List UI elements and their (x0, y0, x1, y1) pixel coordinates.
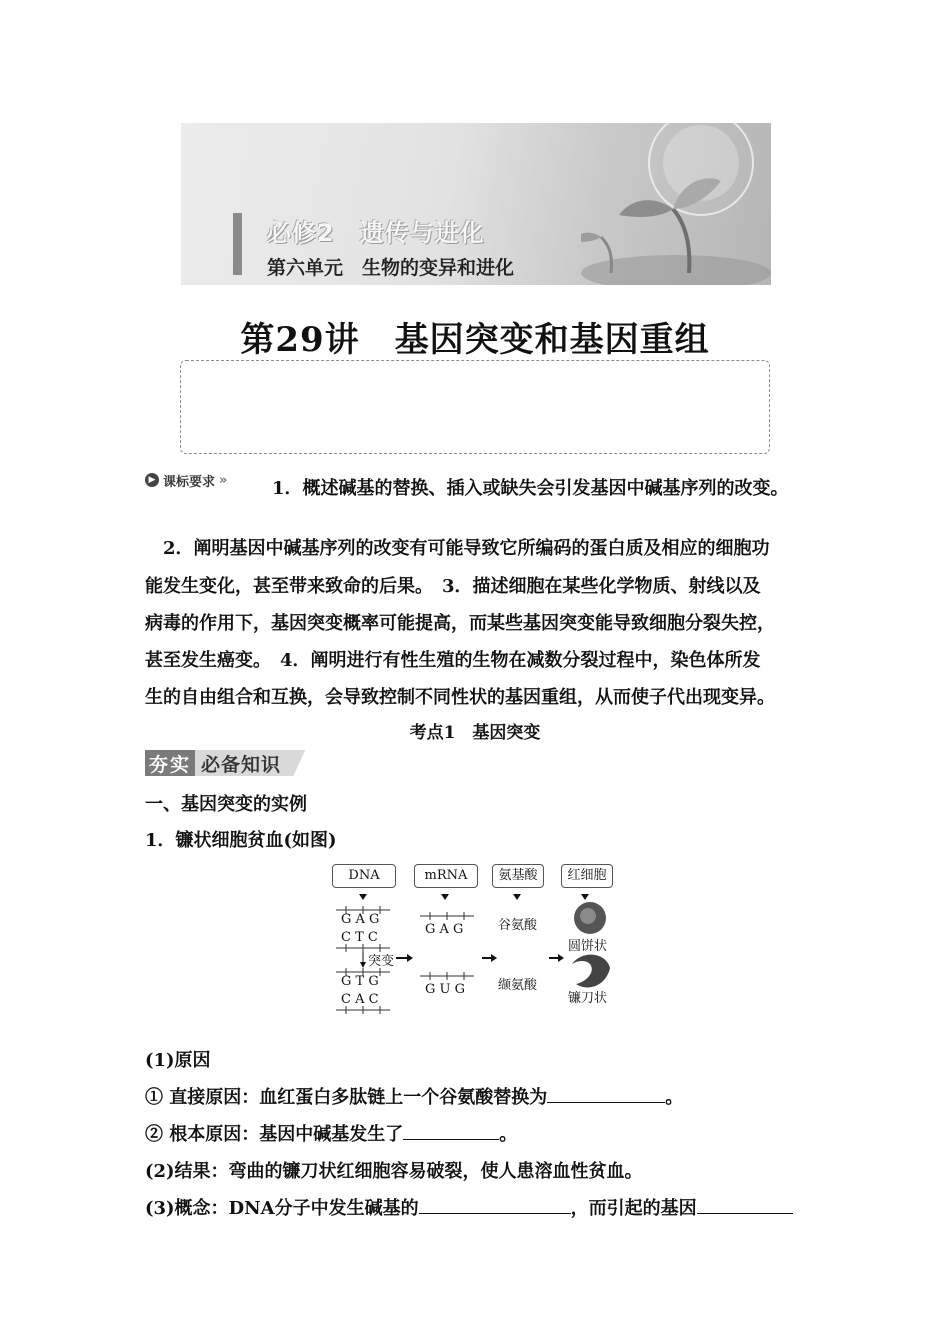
requirements-label-text: 课标要求 (163, 474, 216, 490)
mutation-label: 突变 (368, 954, 395, 969)
heading-1: 一、基因突变的实例 (145, 794, 307, 815)
dna-bottom-strand-1: G T G (341, 974, 379, 989)
direct-cause-blank[interactable] (547, 1084, 665, 1103)
section-label-dark: 夯实 (145, 750, 195, 776)
concept-blank-1[interactable] (419, 1195, 571, 1214)
direct-cause-period: 。 (665, 1087, 684, 1108)
unit-banner (181, 123, 771, 285)
banner-accent-bar (233, 213, 242, 275)
dna-top-strand-1: G A G (341, 912, 380, 927)
mrna-bottom-strand: G U G (425, 982, 465, 997)
root-cause-period: 。 (499, 1124, 518, 1145)
concept-prefix: (3)概念：DNA分子中发生碱基的 (145, 1198, 419, 1219)
concept-blank-2[interactable] (697, 1195, 793, 1214)
requirement-line-3: 能发生变化，甚至带来致命的后果。 3．描述细胞在某些化学物质、射线以及 (145, 576, 761, 597)
direct-cause-line (145, 1083, 683, 1109)
amino-acid-top: 谷氨酸 (498, 918, 538, 933)
sickle-cell-diagram (330, 860, 620, 1020)
result-line: (2)结果：弯曲的镰刀状红细胞容易破裂，使人患溶血性贫血。 (145, 1161, 643, 1182)
seedling-icon (581, 123, 771, 285)
dna-bottom-strand-2: C A C (341, 992, 379, 1007)
requirement-line-2: 2．阐明基因中碱基序列的改变有可能导致它所编码的蛋白质及相应的细胞功 (163, 538, 770, 559)
root-cause-text: ② 根本原因：基因中碱基发生了 (145, 1124, 404, 1145)
heading-2: 1．镰状细胞贫血(如图) (145, 830, 337, 851)
cell-shape-top: 圆饼状 (568, 939, 608, 954)
section-label (145, 750, 307, 776)
requirement-line-1: 1．概述碱基的替换、插入或缺失会引发基因中碱基序列的改变。 (272, 478, 789, 499)
diagram-header-dna: DNA (332, 864, 396, 888)
requirements-label (145, 470, 227, 490)
page-title: 第29讲 基因突变和基因重组 (240, 320, 710, 360)
section-label-slant (291, 750, 307, 776)
root-cause-line (145, 1120, 517, 1146)
double-chevron-icon: » (219, 472, 228, 488)
direct-cause-text: ① 直接原因：血红蛋白多肽链上一个谷氨酸替换为 (145, 1087, 548, 1108)
dna-top-strand-2: C T C (341, 930, 378, 945)
banner-subject: 必修2 遗传与进化 (267, 219, 485, 247)
dashed-note-box (180, 360, 770, 454)
diagram-header-mrna: mRNA (414, 864, 478, 888)
banner-unit: 第六单元 生物的变异和进化 (267, 257, 515, 279)
diagram-header-amino: 氨基酸 (492, 864, 544, 888)
root-cause-blank[interactable] (403, 1121, 499, 1140)
section-label-light: 必备知识 (195, 750, 291, 776)
requirement-line-4: 病毒的作用下，基因突变概率可能提高，而某些基因突变能导致细胞分裂失控， (145, 613, 775, 634)
requirement-line-5: 甚至发生癌变。 4．阐明进行有性生殖的生物在减数分裂过程中，染色体所发 (145, 650, 761, 671)
kaodian-heading: 考点1 基因突变 (409, 723, 541, 743)
play-icon: ▶ (145, 473, 159, 487)
requirement-line-6: 生的自由组合和互换，会导致控制不同性状的基因重组，从而使子代出现变异。 (145, 687, 775, 708)
cell-shape-bottom: 镰刀状 (568, 991, 608, 1006)
concept-middle: ，而引起的基因 (570, 1198, 697, 1219)
amino-acid-bottom: 缬氨酸 (498, 978, 538, 993)
cause-heading: (1)原因 (145, 1050, 211, 1071)
mrna-top-strand: G A G (425, 922, 464, 937)
concept-line (145, 1194, 793, 1220)
diagram-header-cell: 红细胞 (561, 864, 613, 888)
